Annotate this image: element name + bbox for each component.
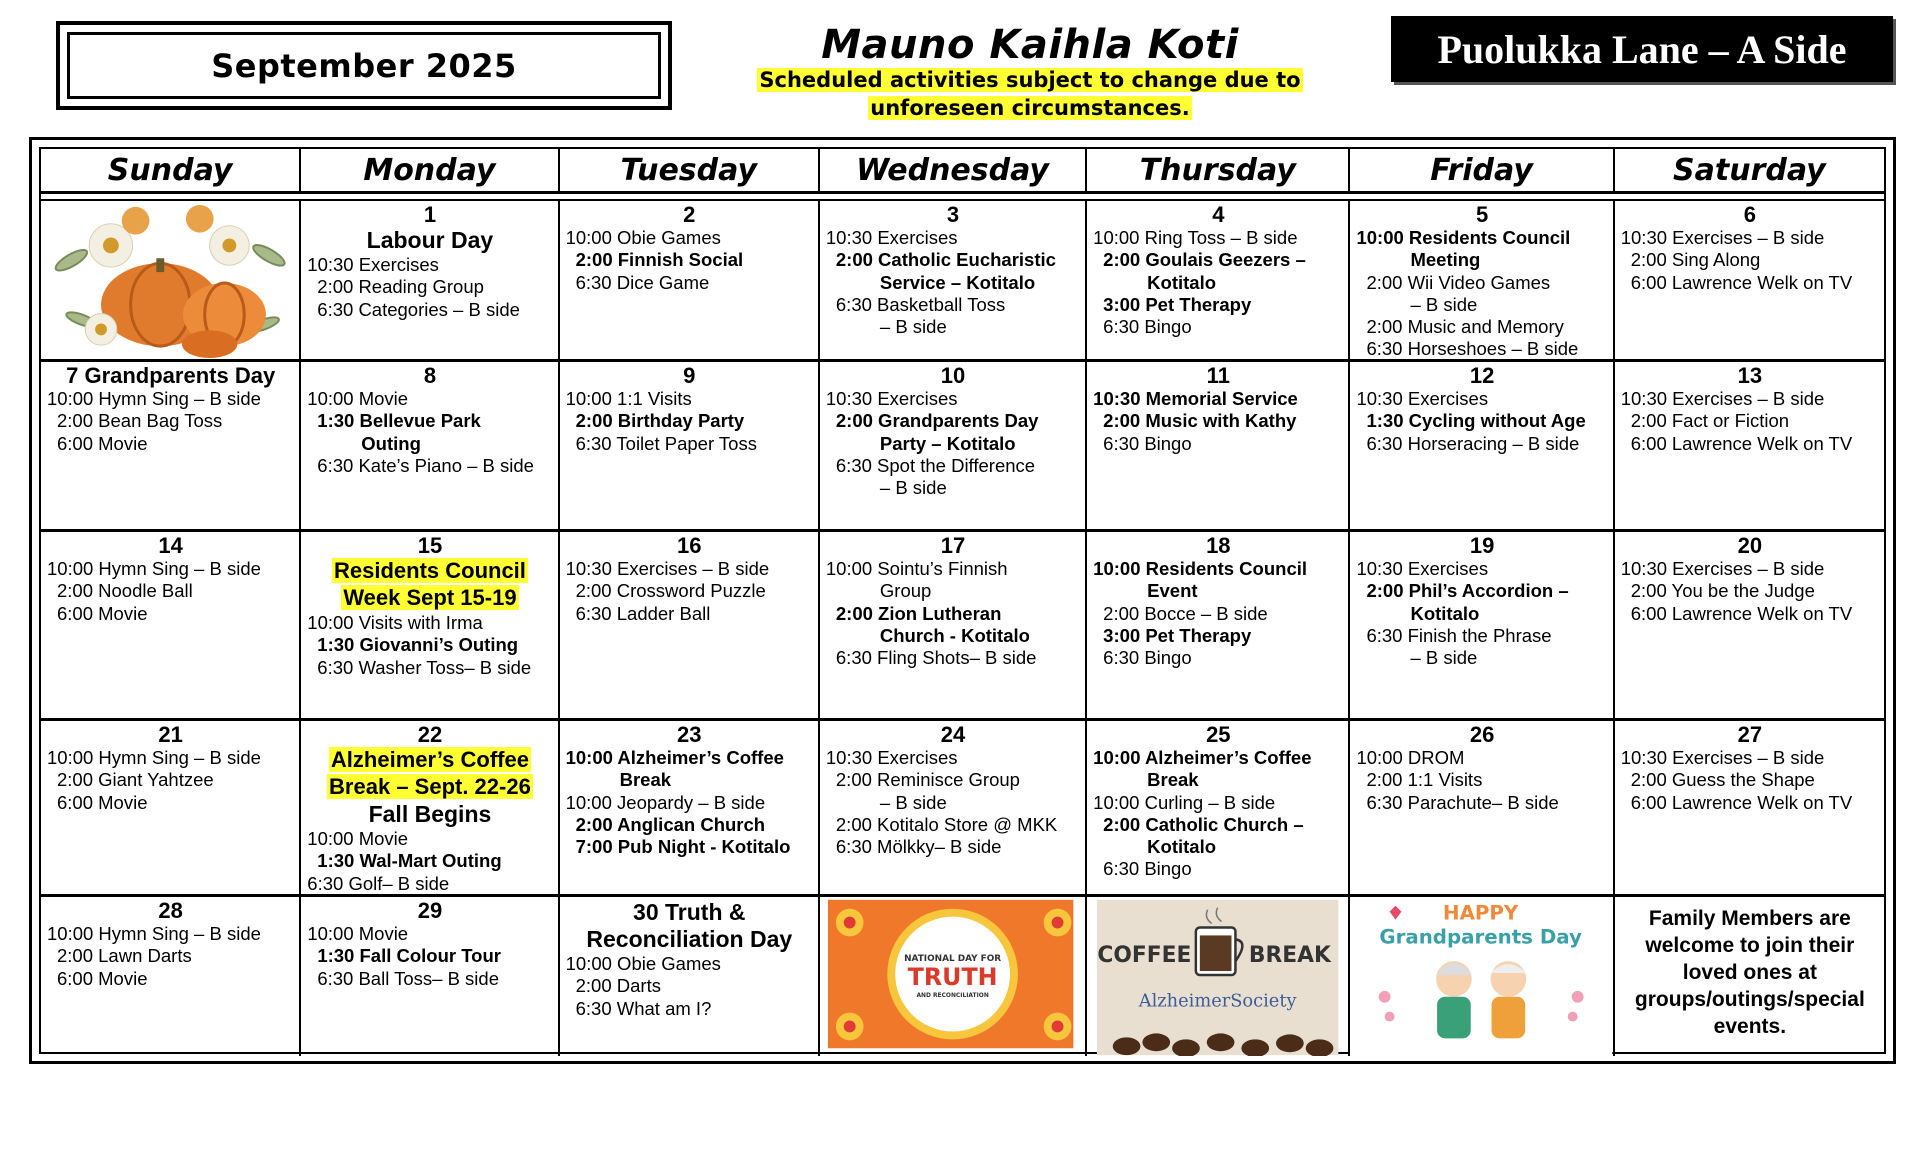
event: 10:00 Hymn Sing – B side (47, 388, 261, 409)
family-line-3: loved ones at (1682, 961, 1817, 984)
event: 6:00 Lawrence Welk on TV (1630, 432, 1853, 454)
family-note (1621, 899, 1879, 1040)
event: 10:30 Exercises (825, 388, 958, 409)
coffee-word: COFFEE (1097, 943, 1192, 969)
event: 6:00 Movie (57, 791, 148, 813)
week-3 (41, 532, 1884, 721)
highlight-note (307, 558, 552, 612)
weekday-tuesday: Tuesday (560, 149, 820, 191)
event: 6:00 Lawrence Welk on TV (1630, 271, 1853, 293)
event: 2:00 Music with Kathy (1103, 410, 1297, 432)
day-number: 3 (946, 202, 960, 227)
event: 6:30 Bingo (1103, 647, 1192, 669)
day-number: 29 (417, 898, 443, 923)
day-cell-12 (1350, 362, 1614, 529)
day-number: 9 (683, 363, 696, 388)
event-continued: – B side (1410, 647, 1478, 669)
day-cell-10 (820, 362, 1087, 529)
event: 6:30 Mölkky– B side (835, 836, 1002, 858)
family-line-5: events. (1713, 1015, 1787, 1038)
event-continued: Outing (361, 432, 421, 454)
event-continued: Service – Kotitalo (879, 271, 1036, 293)
event: 10:00 Movie (307, 828, 409, 849)
event: 2:00 Zion Lutheran (835, 602, 1002, 624)
event: 2:00 Grandparents Day (835, 410, 1039, 432)
event: 6:30 Spot the Difference (835, 454, 1036, 476)
day-number: 4 (1212, 202, 1225, 227)
event: 2:00 Noodle Ball (57, 580, 193, 602)
event: 2:00 Wii Video Games (1366, 271, 1551, 293)
event: 10:00 Alzheimer’s Coffee (565, 747, 784, 768)
calendar (29, 137, 1896, 1064)
event: 2:00 Finnish Social (575, 249, 744, 271)
day-cell-8 (301, 362, 559, 529)
day-cell-17 (820, 532, 1087, 718)
day-number: 14 (158, 533, 183, 558)
event: 6:30 Bingo (1103, 316, 1192, 338)
day-number: 1 (423, 202, 437, 227)
day-cell-20 (1615, 532, 1884, 718)
day-cell-19 (1350, 532, 1614, 718)
highlight-note (307, 747, 552, 801)
event: 1:30 Fall Colour Tour (317, 945, 501, 967)
notice (700, 66, 1360, 122)
event: 7:00 Pub Night - Kotitalo (575, 836, 791, 858)
event: 10:00 Hymn Sing – B side (47, 747, 261, 768)
event: 6:30 Toilet Paper Toss (575, 432, 757, 454)
day-cell-5 (1350, 201, 1614, 359)
event: 10:30 Exercises – B side (1620, 388, 1825, 409)
event: 2:00 Crossword Puzzle (575, 580, 766, 602)
day-cell-4 (1087, 201, 1350, 359)
highlight-line-1: Residents Council (333, 558, 526, 583)
truth-picture-cell (820, 897, 1087, 1056)
day-cell-25 (1087, 721, 1350, 894)
event: 6:30 Ladder Ball (575, 602, 711, 624)
event: 6:30 Categories – B side (317, 298, 520, 320)
event: 10:00 1:1 Visits (565, 388, 692, 409)
event: 10:00 Residents Council (1093, 558, 1308, 579)
grandparents-day-picture (1350, 897, 1612, 1056)
event: 6:30 Basketball Toss (835, 293, 1006, 315)
event-continued: Break (619, 769, 672, 791)
event: 2:00 Giant Yahtzee (57, 769, 214, 791)
notice-line-1: Scheduled activities subject to change due to (759, 68, 1301, 92)
day-number: 16 (677, 533, 702, 558)
week-2 (41, 362, 1884, 532)
event: 10:30 Memorial Service (1093, 388, 1298, 409)
truth-reconciliation-picture (820, 897, 1085, 1056)
event: 2:00 Fact or Fiction (1630, 410, 1790, 432)
event: 3:00 Pet Therapy (1103, 624, 1252, 646)
month-box (56, 21, 672, 110)
day-cell-9 (560, 362, 820, 529)
grandparents-day-word: Grandparents Day (1379, 925, 1583, 949)
week-1 (41, 201, 1884, 362)
day-number: 24 (940, 722, 966, 747)
family-note-cell (1615, 897, 1884, 1056)
event: 10:00 Residents Council (1356, 227, 1571, 248)
event: 2:00 Anglican Church (575, 813, 766, 835)
family-line-4: groups/outings/special (1634, 988, 1865, 1011)
event-continued: Break (1147, 769, 1199, 791)
day-number: 22 (417, 722, 443, 747)
day-cell-21 (41, 721, 301, 894)
weekday-monday: Monday (301, 149, 559, 191)
weekday-wednesday: Wednesday (820, 149, 1087, 191)
event: 2:00 1:1 Visits (1366, 769, 1483, 791)
holiday-label: Fall Begins (368, 801, 492, 827)
day-number: 5 (1475, 202, 1489, 227)
day-title-line-2: Reconciliation Day (586, 926, 793, 952)
event: 2:00 Catholic Eucharistic (835, 249, 1056, 271)
event: 6:30 What am I? (575, 997, 712, 1019)
calendar-grid (41, 199, 1884, 1052)
weekday-thursday: Thursday (1087, 149, 1350, 191)
event: 10:00 Sointu’s Finnish (825, 558, 1008, 579)
coffee-picture-cell (1087, 897, 1350, 1056)
event: 10:00 Movie (307, 923, 409, 944)
event: 2:00 Bean Bag Toss (57, 410, 223, 432)
event: 2:00 Guess the Shape (1630, 769, 1815, 791)
coffee-break-picture (1087, 897, 1348, 1056)
event: 2:00 Reading Group (317, 276, 484, 298)
day-cell-6 (1615, 201, 1884, 359)
day-cell-26 (1350, 721, 1614, 894)
weekday-friday: Friday (1350, 149, 1614, 191)
event-continued: Meeting (1410, 249, 1481, 271)
event-continued: – B side (1410, 293, 1478, 315)
event: 10:30 Exercises (307, 254, 439, 275)
event: 10:30 Exercises (825, 227, 958, 248)
day-cell-18 (1087, 532, 1350, 718)
break-word: BREAK (1249, 943, 1332, 969)
day-cell-14 (41, 532, 301, 718)
day-cell-16 (560, 532, 820, 718)
event: 2:00 Birthday Party (575, 410, 745, 432)
week-4 (41, 721, 1884, 897)
event-continued: Event (1147, 580, 1198, 602)
event: 6:30 Horseshoes – B side (1366, 338, 1579, 359)
event: 10:00 Hymn Sing – B side (47, 923, 261, 944)
event: 10:00 Curling – B side (1093, 791, 1276, 813)
pumpkin-flowers-picture (41, 201, 299, 359)
day-number: 25 (1206, 722, 1231, 747)
day-number: 23 (677, 722, 702, 747)
month-title: September 2025 (67, 32, 661, 99)
unit-label: Puolukka Lane – A Side (1391, 16, 1893, 82)
event: 1:30 Bellevue Park (317, 410, 481, 432)
event: 6:30 Horseracing – B side (1366, 432, 1580, 454)
event: 6:30 Dice Game (575, 271, 710, 293)
event-continued: Kotitalo (1147, 836, 1217, 858)
event: 2:00 Goulais Geezers – (1103, 249, 1306, 271)
weekday-header (41, 149, 1884, 194)
day-number: 11 (1206, 363, 1230, 388)
event-continued: Church - Kotitalo (879, 624, 1030, 646)
notice-line-2: unforeseen circumstances. (870, 96, 1190, 120)
alzheimer-society: AlzheimerSociety (1138, 990, 1297, 1012)
event: 2:00 Music and Memory (1366, 316, 1564, 338)
event: 10:30 Exercises – B side (1620, 227, 1825, 248)
event-continued: Kotitalo (1410, 602, 1480, 624)
day-number: 21 (158, 722, 183, 747)
day-cell-24 (820, 721, 1087, 894)
day-number: 2 (683, 202, 696, 227)
day-number: 10 (940, 363, 966, 388)
family-line-2: welcome to join their (1645, 934, 1855, 957)
facility-title: Mauno Kaihla Koti (821, 22, 1239, 68)
event: 6:00 Movie (57, 432, 148, 454)
event: 2:00 Reminisce Group (835, 769, 1020, 791)
event: 1:30 Cycling without Age (1366, 410, 1586, 432)
day-number: 13 (1737, 363, 1763, 388)
day-cell-11 (1087, 362, 1350, 529)
happy-word: HAPPY (1443, 901, 1519, 925)
event: 10:00 Alzheimer’s Coffee (1093, 747, 1312, 768)
event: 1:30 Giovanni’s Outing (317, 634, 519, 656)
day-cell-15 (301, 532, 559, 718)
day-cell-1 (301, 201, 559, 359)
event: 6:30 Parachute– B side (1366, 791, 1559, 813)
event: 6:30 Bingo (1103, 858, 1192, 880)
day-number: 26 (1469, 722, 1495, 747)
day-cell-22 (301, 721, 559, 894)
event: 10:00 Obie Games (565, 227, 721, 248)
event: 10:30 Exercises (825, 747, 958, 768)
event: 2:00 Darts (575, 975, 661, 997)
event: 2:00 Phil’s Accordion – (1366, 580, 1569, 602)
day-cell-30 (560, 897, 820, 1056)
week-5 (41, 897, 1884, 1056)
event-continued: – B side (879, 316, 947, 338)
event: 6:30 Fling Shots– B side (835, 647, 1037, 669)
event: 10:00 Ring Toss – B side (1093, 227, 1298, 248)
event: 6:00 Lawrence Welk on TV (1630, 602, 1853, 624)
day-cell-7 (41, 362, 301, 529)
day-number: 27 (1737, 722, 1763, 747)
event-continued: – B side (879, 477, 947, 499)
event: 6:30 Ball Toss– B side (317, 967, 499, 989)
event: 2:00 Catholic Church – (1103, 813, 1304, 835)
event: 3:00 Pet Therapy (1103, 293, 1252, 315)
event: 2:00 Kotitalo Store @ MKK (835, 813, 1058, 835)
event-continued: – B side (879, 791, 947, 813)
event: 10:30 Exercises – B side (565, 558, 770, 579)
day-cell-28 (41, 897, 301, 1056)
truth-line-1: NATIONAL DAY FOR (904, 954, 1002, 965)
day-number: 12 (1469, 363, 1495, 388)
day-number: 6 (1743, 202, 1756, 227)
event: 6:30 Washer Toss– B side (317, 656, 532, 678)
event: 2:00 Lawn Darts (57, 945, 192, 967)
day-title-line-1: 30 Truth & (633, 899, 746, 925)
event: 10:30 Exercises – B side (1620, 558, 1825, 579)
event: 10:00 Hymn Sing – B side (47, 558, 261, 579)
event: 10:00 Jeopardy – B side (565, 791, 766, 813)
event: 10:30 Exercises – B side (1620, 747, 1825, 768)
weekday-sunday: Sunday (41, 149, 301, 191)
event-continued: Kotitalo (1147, 271, 1217, 293)
event: 6:30 Kate’s Piano – B side (317, 454, 534, 476)
day-cell-2 (560, 201, 820, 359)
day-number: 8 (423, 363, 437, 388)
day-cell-13 (1615, 362, 1884, 529)
weekday-saturday: Saturday (1673, 152, 1826, 188)
event: 6:00 Movie (57, 602, 148, 624)
highlight-line-2: Week Sept 15-19 (343, 585, 517, 610)
grandparents-picture-cell (1350, 897, 1614, 1056)
day-number: 17 (940, 533, 966, 558)
day-number: 15 (417, 533, 443, 558)
event: 6:30 Golf– B side (307, 872, 450, 894)
event: 6:30 Bingo (1103, 432, 1192, 454)
event: 10:30 Exercises (1356, 558, 1489, 579)
event: 6:30 Finish the Phrase (1366, 624, 1552, 646)
day-number: 19 (1469, 533, 1495, 558)
day-cell-3 (820, 201, 1087, 359)
day-number: 18 (1206, 533, 1231, 558)
day-cell-27 (1615, 721, 1884, 894)
event: 2:00 Bocce – B side (1103, 602, 1268, 624)
highlight-line-2: Break – Sept. 22-26 (329, 774, 531, 799)
event: 10:00 DROM (1356, 747, 1465, 768)
day-cell-29 (301, 897, 559, 1056)
day-number: 28 (158, 898, 183, 923)
event: 10:30 Exercises (1356, 388, 1489, 409)
event: 2:00 You be the Judge (1630, 580, 1815, 602)
holiday-label: Labour Day (366, 227, 494, 253)
day-number: 20 (1737, 533, 1763, 558)
truth-line-3: AND RECONCILIATION (916, 991, 989, 999)
event: 10:00 Movie (307, 388, 409, 409)
day-cell-23 (560, 721, 820, 894)
event-continued: Party – Kotitalo (879, 432, 1016, 454)
day-title: 7 Grandparents Day (66, 363, 276, 388)
event: 10:00 Obie Games (565, 953, 721, 974)
calendar-inner (39, 147, 1886, 1054)
event: 6:00 Lawrence Welk on TV (1630, 791, 1853, 813)
event: 10:00 Visits with Irma (307, 612, 483, 633)
highlight-line-1: Alzheimer’s Coffee (330, 747, 529, 772)
family-line-1: Family Members are (1648, 907, 1851, 930)
event: 6:00 Movie (57, 967, 148, 989)
event-continued: Group (879, 580, 932, 602)
pumpkin-picture-cell (41, 201, 301, 359)
event: 2:00 Sing Along (1630, 249, 1761, 271)
event: 1:30 Wal-Mart Outing (317, 850, 502, 872)
truth-line-2: TRUTH (907, 962, 998, 991)
